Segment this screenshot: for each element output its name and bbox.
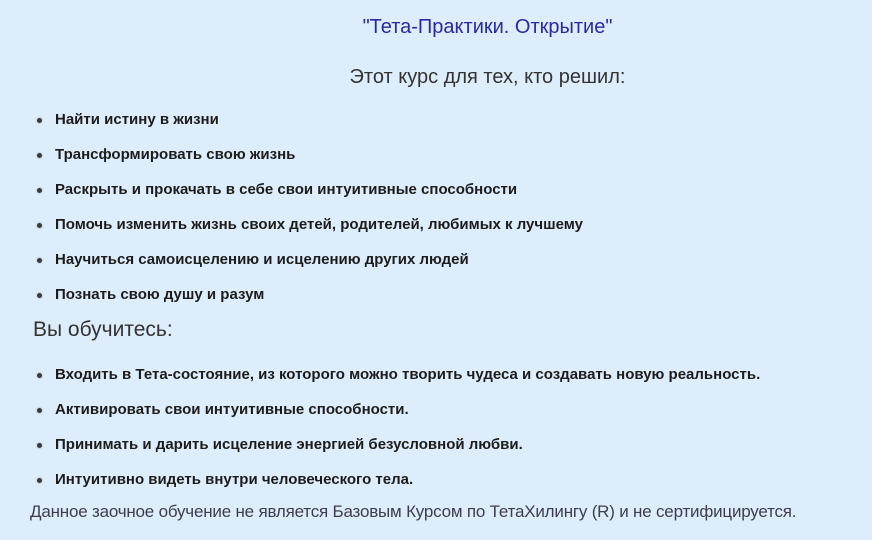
list-item-text: Интуитивно видеть внутри человеческого тела. (55, 471, 414, 488)
list-item (0, 400, 872, 420)
page-subtitle: Этот курс для тех, кто решил: (349, 66, 626, 88)
list-item-text: Познать свою душу и разум (55, 286, 265, 303)
bullet-icon (37, 293, 42, 298)
bullet-icon (37, 443, 42, 448)
certification-disclaimer: Данное заочное обучение не является Базовым Курсом по ТетаХилингу (R) и не сертифицируется. (30, 502, 797, 521)
list-item (0, 365, 872, 385)
bullet-icon (37, 153, 42, 158)
bullet-icon (37, 258, 42, 263)
header-block (0, 0, 872, 89)
list-item-text: Раскрыть и прокачать в себе свои интуитивные способности (55, 181, 518, 198)
list-item (0, 180, 872, 200)
learn-list (0, 365, 872, 490)
list-item-text: Трансформировать свою жизнь (55, 146, 296, 163)
bullet-icon (37, 118, 42, 123)
bullet-icon (37, 478, 42, 483)
list-item (0, 470, 872, 490)
list-item (0, 145, 872, 165)
page-title: "Тета-Практики. Открытие" (362, 16, 613, 38)
bullet-icon (37, 408, 42, 413)
list-item-text: Найти истину в жизни (55, 111, 219, 128)
audience-list (0, 110, 872, 305)
list-item-text: Научиться самоисцелению и исцелению других людей (55, 251, 469, 268)
list-item (0, 285, 872, 305)
bullet-icon (37, 188, 42, 193)
list-item-text: Входить в Тета-состояние, из которого можно творить чудеса и создавать новую реальность. (55, 366, 761, 383)
list-item (0, 250, 872, 270)
learn-section-heading: Вы обучитесь: (33, 318, 173, 341)
list-item (0, 110, 872, 130)
bullet-icon (37, 223, 42, 228)
bullet-icon (37, 373, 42, 378)
list-item (0, 215, 872, 235)
list-item (0, 435, 872, 455)
list-item-text: Активировать свои интуитивные способности. (55, 401, 409, 418)
list-item-text: Помочь изменить жизнь своих детей, родителей, любимых к лучшему (55, 216, 583, 233)
list-item-text: Принимать и дарить исцеление энергией безусловной любви. (55, 436, 523, 453)
